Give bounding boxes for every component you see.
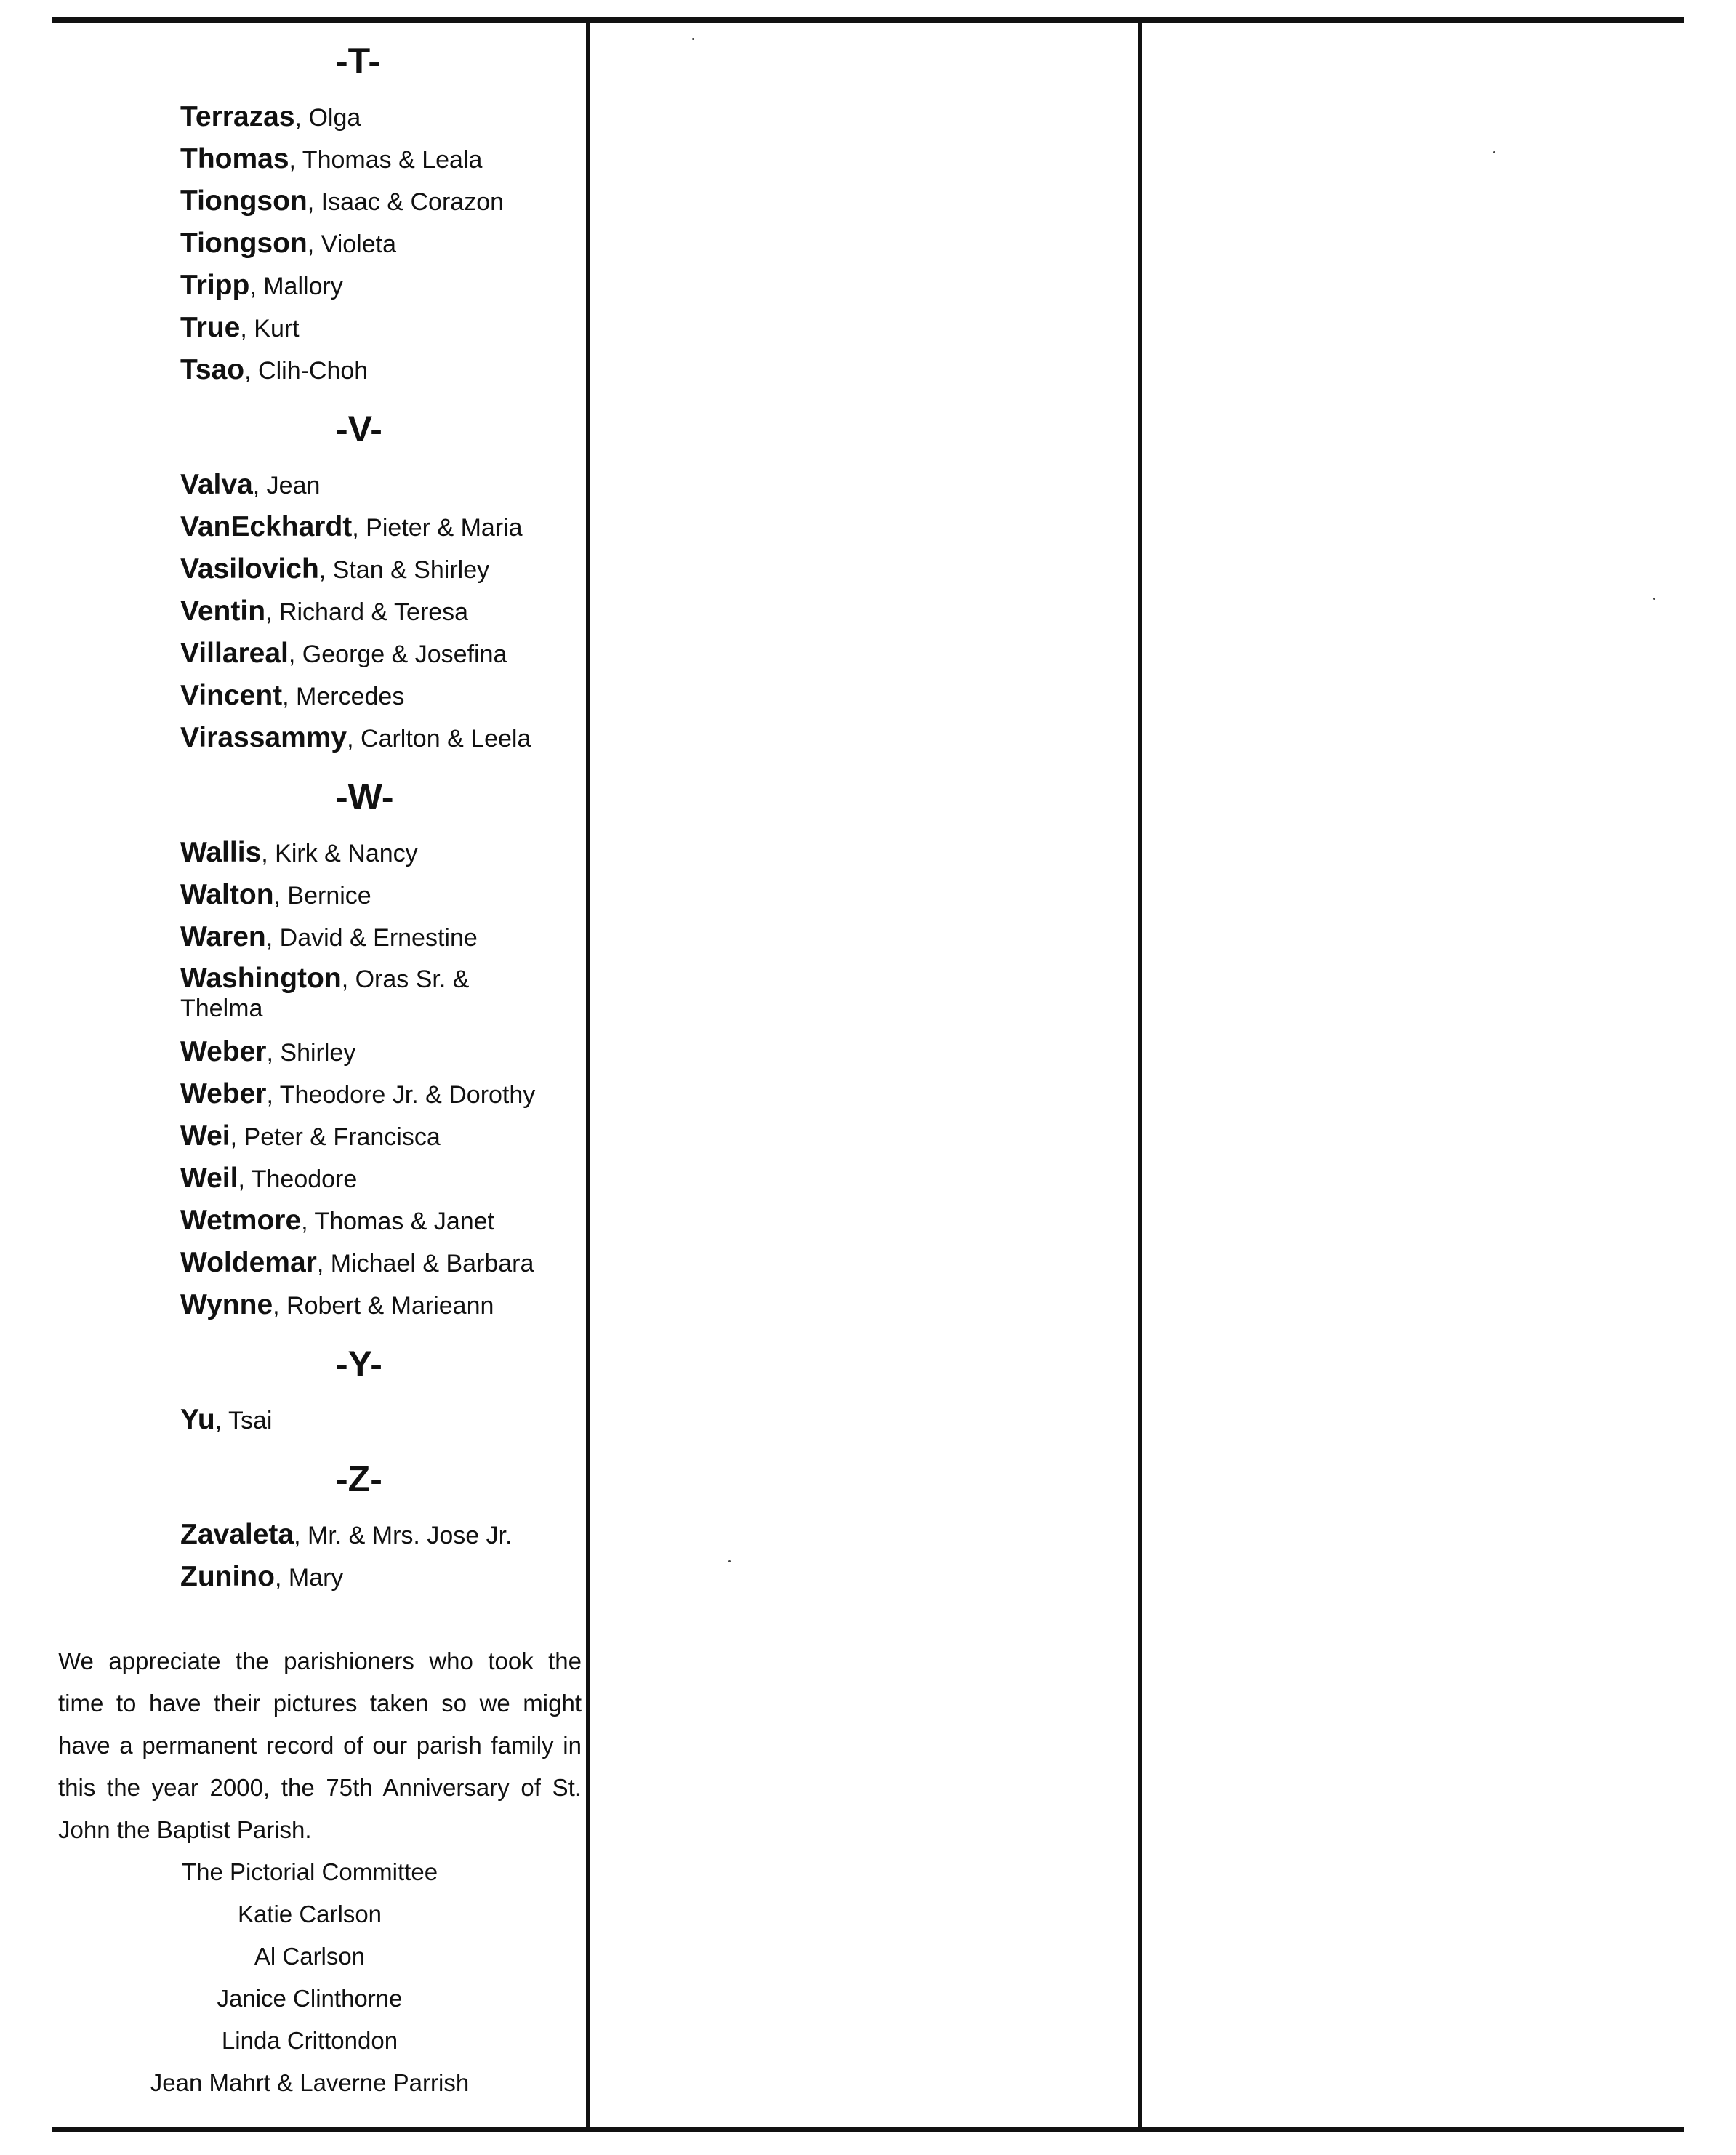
surname: Valva (180, 469, 253, 500)
surname: Thomas (180, 143, 289, 174)
given-names: , David & Ernestine (265, 924, 478, 952)
surname: Villareal (180, 638, 289, 669)
surname: Wei (180, 1120, 230, 1152)
surname: Terrazas (180, 101, 295, 132)
scan-speck (692, 38, 694, 40)
directory-entry (180, 1037, 609, 1068)
directory-entry (180, 186, 609, 217)
directory-entry (180, 355, 609, 386)
directory-entry (180, 681, 609, 712)
surname: Tiongson (180, 185, 308, 217)
given-names: , Mercedes (282, 683, 405, 710)
surname: Tripp (180, 270, 250, 301)
surname: Wynne (180, 1289, 273, 1320)
surname: Vasilovich (180, 553, 319, 585)
directory-entry (180, 1248, 609, 1279)
surname: Vincent (180, 680, 283, 711)
given-names: , Violeta (307, 230, 397, 258)
surname: Weber (180, 1078, 267, 1109)
directory-entry (180, 228, 609, 260)
surname: Wallis (180, 837, 262, 868)
directory-entry (180, 1520, 609, 1551)
committee-member: Katie Carlson (237, 1901, 382, 1927)
given-names: , Mary (274, 1564, 344, 1592)
surname: Weber (180, 1036, 267, 1067)
column-divider-2 (1138, 17, 1142, 2132)
surname: True (180, 312, 241, 343)
surname: VanEckhardt (180, 511, 353, 542)
committee-member: Linda Crittondon (221, 2027, 398, 2054)
given-names: , Thomas & Leala (289, 146, 483, 174)
given-names: , Stan & Shirley (318, 556, 490, 584)
directory-entry (180, 1205, 609, 1237)
directory-entry (180, 838, 609, 869)
surname: Weil (180, 1163, 238, 1194)
committee-title: The Pictorial Committee (181, 1858, 438, 1885)
given-names: , Shirley (266, 1039, 356, 1067)
given-names: , Kirk & Nancy (261, 840, 418, 867)
given-names: , Mallory (249, 273, 343, 300)
appreciation-paragraph: We appreciate the parishioners who took the time to have their pictures taken so we might have a permanent record of our parish family in this the year 2000, the 75th Anniversary of St. John the Baptist Parish. (58, 1648, 582, 1843)
directory-entry (180, 880, 609, 911)
given-names: , Peter & Francisca (230, 1123, 441, 1151)
directory-entry (180, 313, 609, 344)
given-names: , Olga (294, 104, 361, 132)
given-names: , Mr. & Mrs. Jose Jr. (294, 1522, 513, 1549)
given-names: , Oras Sr. & Thelma (180, 966, 470, 1022)
surname: Zavaleta (180, 1519, 294, 1550)
section-heading-t: -T- (336, 41, 381, 81)
given-names: , Bernice (273, 882, 371, 910)
directory-entry (180, 638, 609, 670)
directory-entry (180, 964, 500, 1023)
directory-entry (180, 1163, 609, 1195)
given-names: , Tsai (214, 1407, 273, 1434)
section-heading-z: -Z- (336, 1458, 382, 1499)
given-names: , Kurt (240, 315, 300, 342)
given-names: , George & Josefina (288, 641, 507, 668)
committee-member: Janice Clinthorne (217, 1985, 403, 2012)
bottom-rule (52, 2127, 1684, 2132)
directory-entry (180, 723, 609, 754)
given-names: , Michael & Barbara (316, 1250, 534, 1277)
committee-member: Al Carlson (254, 1943, 366, 1970)
surname: Zunino (180, 1561, 275, 1592)
given-names: , Robert & Marieann (273, 1292, 494, 1320)
directory-entry (180, 1405, 609, 1436)
given-names: , Pieter & Maria (352, 514, 523, 542)
section-heading-v: -V- (336, 409, 382, 449)
surname: Washington (180, 963, 342, 994)
scan-speck (1493, 151, 1495, 153)
committee-member: Jean Mahrt & Laverne Parrish (150, 2069, 470, 2096)
surname: Wetmore (180, 1205, 302, 1236)
scan-speck (1653, 598, 1655, 600)
surname: Waren (180, 921, 266, 952)
given-names: , Clih-Choh (244, 357, 369, 385)
given-names: , Carlton & Leela (347, 725, 531, 753)
directory-entry (180, 1121, 609, 1152)
given-names: , Theodore (238, 1165, 358, 1193)
directory-entry (180, 144, 609, 175)
directory-entry (180, 1290, 609, 1321)
directory-entry (180, 596, 609, 627)
directory-entry (180, 512, 609, 543)
directory-entry (180, 270, 609, 302)
directory-entry (180, 554, 609, 585)
given-names: , Thomas & Janet (301, 1208, 494, 1235)
scan-speck (728, 1560, 731, 1562)
surname: Virassammy (180, 722, 347, 753)
surname: Walton (180, 879, 274, 910)
surname: Woldemar (180, 1247, 317, 1278)
surname: Tiongson (180, 228, 308, 259)
given-names: , Theodore Jr. & Dorothy (266, 1081, 536, 1109)
section-heading-w: -W- (336, 776, 394, 817)
directory-entry (180, 102, 609, 133)
directory-entry (180, 922, 609, 953)
directory-entry (180, 470, 609, 501)
surname: Ventin (180, 595, 266, 627)
directory-entry (180, 1562, 609, 1593)
surname: Tsao (180, 354, 245, 385)
directory-entry (180, 1079, 609, 1110)
given-names: , Jean (252, 472, 321, 499)
given-names: , Isaac & Corazon (307, 188, 505, 216)
section-heading-y: -Y- (336, 1344, 382, 1384)
given-names: , Richard & Teresa (265, 598, 469, 626)
top-rule (52, 17, 1684, 23)
surname: Yu (180, 1404, 215, 1435)
